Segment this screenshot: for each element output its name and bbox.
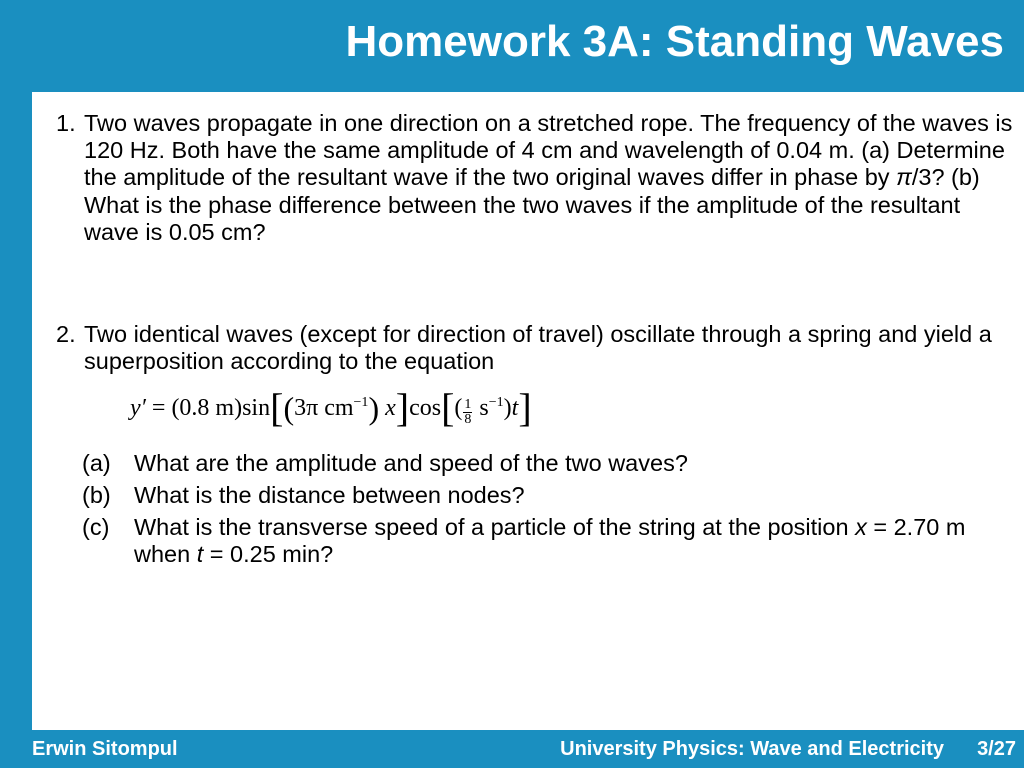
pi-symbol: π	[896, 164, 912, 191]
problem-text: Two waves propagate in one direction on a stretched rope. The frequency of the waves is 120 Hz. Both have the same amplitude of 4 cm and wavelength of 0.04 m. (a) Determine the amplitude of the resultant wave if the two original waves differ in phase by π/3? (b) What is the phase difference between the two waves if the amplitude of the resultant wave is 0.05 cm?	[84, 110, 1013, 245]
footer-author: Erwin Sitompul	[32, 738, 178, 760]
problem-1	[56, 110, 1016, 246]
eq-s-exp: −1	[488, 395, 504, 410]
subpart-a	[82, 450, 1002, 477]
subpart-b	[82, 482, 1002, 509]
problem-text: Two identical waves (except for direction of travel) oscillate through a spring and yield a superposition according to the equation	[84, 321, 992, 375]
eq-amplitude: = (0.8 m)sin	[145, 395, 271, 421]
slide-content	[32, 92, 1024, 730]
footer	[0, 730, 1024, 768]
subpart-c	[82, 514, 1002, 568]
subpart-text: What is the distance between nodes?	[134, 482, 525, 508]
close-paren: )	[368, 390, 380, 426]
eq-lhs: y′	[130, 395, 146, 421]
title-bar	[0, 0, 1024, 92]
page-number: 3/27	[977, 738, 1016, 760]
close-bracket: ]	[395, 385, 410, 430]
problem-2	[56, 321, 1016, 375]
open-bracket: [	[441, 385, 455, 430]
wave-equation: y′ = (0.8 m)sin[(3π $cm^{-1}$) x]cos[( $\frac{1}{8}$ $s^{-1})t$]	[130, 385, 532, 430]
open-paren: (	[283, 390, 295, 426]
eq-x: x	[385, 395, 396, 421]
eq-cos: cos	[409, 395, 442, 421]
close-bracket: ]	[518, 385, 532, 430]
slide-title: Homework 3A: Standing Waves	[345, 17, 1004, 66]
subpart-label: (c)	[82, 514, 110, 540]
eq-s: s	[473, 395, 489, 421]
problem-number: 2.	[56, 321, 76, 347]
eq-fraction: $\frac{1}{8}$	[464, 397, 472, 427]
subpart-label: (b)	[82, 482, 111, 508]
open-bracket: [	[270, 385, 284, 430]
eq-wavenumber: 3π cm	[294, 395, 354, 421]
problem-number: 1.	[56, 110, 76, 136]
subpart-label: (a)	[82, 450, 111, 476]
subpart-text: What is the transverse speed of a particle of the string at the position x = 2.70 m when t = 0.25 min?	[134, 514, 966, 568]
footer-course: University Physics: Wave and Electricity	[560, 738, 944, 760]
eq-t: t	[511, 395, 519, 421]
subpart-text: What are the amplitude and speed of the two waves?	[134, 450, 688, 476]
eq-wavenumber-exp: −1	[353, 395, 369, 410]
